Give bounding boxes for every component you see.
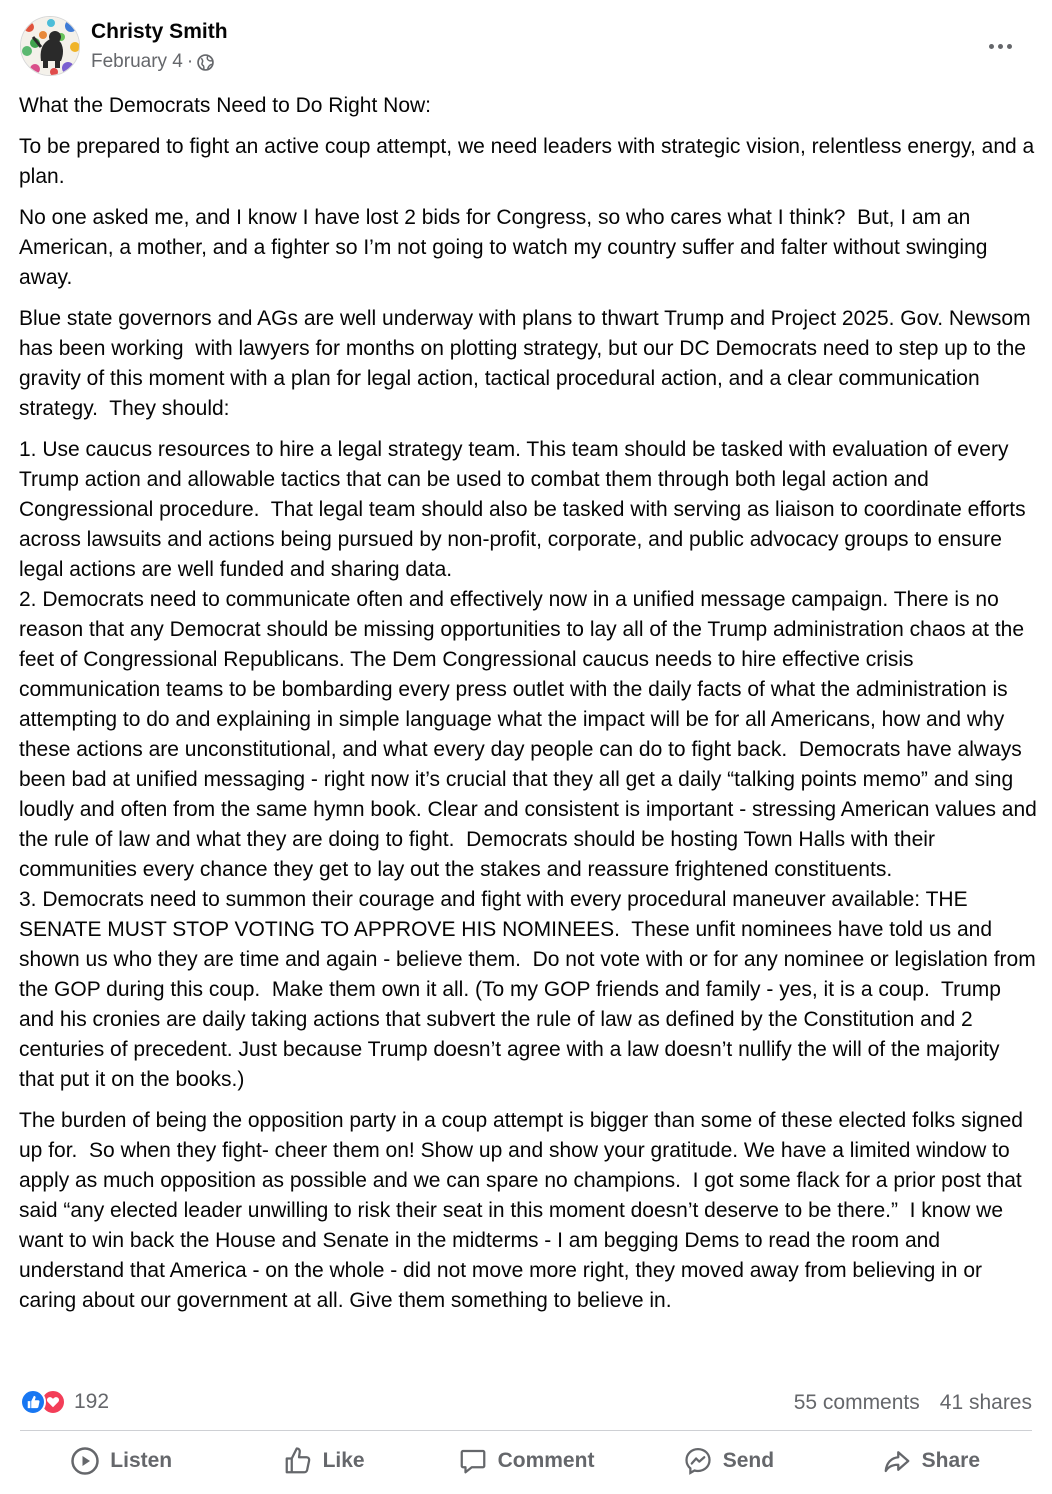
share-arrow-icon [882, 1446, 912, 1476]
post-stats [20, 1389, 1032, 1419]
thumbs-up-icon [283, 1446, 313, 1476]
share-label: Share [921, 1449, 981, 1472]
listen-button[interactable] [20, 1438, 222, 1484]
avatar-image [21, 17, 80, 76]
globe-icon[interactable] [197, 54, 214, 71]
reaction-count: 192 [74, 1390, 110, 1413]
play-icon [70, 1446, 100, 1476]
post-paragraph: To be prepared to fight an active coup attempt, we need leaders with strategic vision, relentless energy, and a plan. [19, 135, 1041, 188]
post-header [20, 16, 1032, 78]
thumbs-up-icon [20, 1389, 46, 1415]
meta-separator: · [186, 51, 194, 72]
post-date[interactable]: February 4 [91, 51, 183, 72]
post-paragraph: What the Democrats Need to Do Right Now: [19, 94, 432, 117]
post-paragraph: Blue state governors and AGs are well underway with plans to thwart Trump and Project 2025. Gov. Newsom has been working with lawyers for months on plotting strategy, but our DC Democrats need to step up to the gravity of this moment with a plan for legal action, tactical procedural action, and a clear communication strategy. They should: [19, 307, 1037, 420]
avatar[interactable] [20, 16, 80, 76]
engagement-counts [794, 1391, 1032, 1415]
post-paragraph: No one asked me, and I know I have lost 2 bids for Congress, so who cares what I think? But, I am an American, a mother, and a fighter so I’m not going to watch my country suffer and falter without swinging away. [19, 206, 994, 289]
share-button[interactable] [830, 1438, 1032, 1484]
send-label: Send [722, 1449, 775, 1472]
post-paragraph: 1. Use caucus resources to hire a legal strategy team. This team should be tasked with evaluation of every Trump action and allowable tactics that can be used to combat them through both legal action and Congressional procedure. That legal team should also be tasked with serving as liaison to coordinate efforts across lawsuits and actions being pursued by non-profit, corporate, and public advocacy groups to ensure legal actions are well funded and sharing data. 2. Democrats need to communicate often and effectively now in a unified message campaign. There is no reason that any Democrat should be missing opportunities to lay all of the Trump administration chaos at the feet of Congressional Republicans. The Dem Congressional caucus needs to hire effective crisis communication teams to be bombarding every press outlet with the daily facts of what the administration is attempting to do and explaining in simple language what the impact will be for all Americans, how and why these actions are unconstitutional, and what every day people can do to fight back. Democrats have always been bad at unified messaging - right now it’s crucial that they all get a daily “talking points memo” and sing loudly and often from the same hymn book. Clear and consistent is important - stressing American values and the rule of law and what they are doing to fight. Democrats should be hosting Town Halls with their communities every chance they get to lay out the stakes and reassure frightened constituents. 3. Democrats need to summon their courage and fight with every procedural maneuver available: THE SENATE MUST STOP VOTING TO APPROVE HIS NOMINEES. These unfit nominees have told us and shown us who they are time and again - believe them. Do not vote with or for any nominee or legislation from the GOP during this coup. Make them own it all. (To my GOP friends and family - yes, it is a coup. Trump and his cronies are daily taking actions that subvert the rule of law as defined by the Constitution and 2 centuries of precedent. Just because Trump doesn’t agree with a law doesn’t nullify the will of the majority that put it on the books.) [19, 438, 1037, 1091]
comments-count[interactable]: 55 comments [793, 1391, 920, 1414]
like-button[interactable] [222, 1438, 424, 1484]
speech-bubble-icon [458, 1446, 488, 1476]
post-body [19, 91, 1039, 1327]
post-meta [91, 51, 214, 73]
post-paragraph: The burden of being the opposition party in a coup attempt is bigger than some of these elected folks signed up for. So when they fight- cheer them on! Show up and show your gratitude. We have a limited window to apply as much opposition as possible and we can spare no champions. I got some flack for a prior post that said “any elected leader unwilling to risk their seat in this moment doesn’t deserve to be there.” I know we want to win back the House and Senate in the midterms - I am begging Dems to read the room and understand that America - on the whole - did not move more right, they moved away from believing in or caring about our government at all. Give them something to believe in. [19, 1109, 1029, 1312]
messenger-icon [683, 1446, 713, 1476]
action-bar [20, 1438, 1032, 1484]
like-label: Like [322, 1449, 365, 1472]
shares-count[interactable]: 41 shares [939, 1391, 1032, 1414]
send-button[interactable] [627, 1438, 829, 1484]
listen-label: Listen [110, 1449, 173, 1472]
author-name[interactable]: Christy Smith [91, 20, 228, 43]
more-options-icon[interactable] [980, 34, 1020, 58]
comment-button[interactable] [425, 1438, 627, 1484]
reactions-summary[interactable] [20, 1389, 109, 1415]
comment-label: Comment [497, 1449, 595, 1472]
divider [20, 1430, 1032, 1431]
